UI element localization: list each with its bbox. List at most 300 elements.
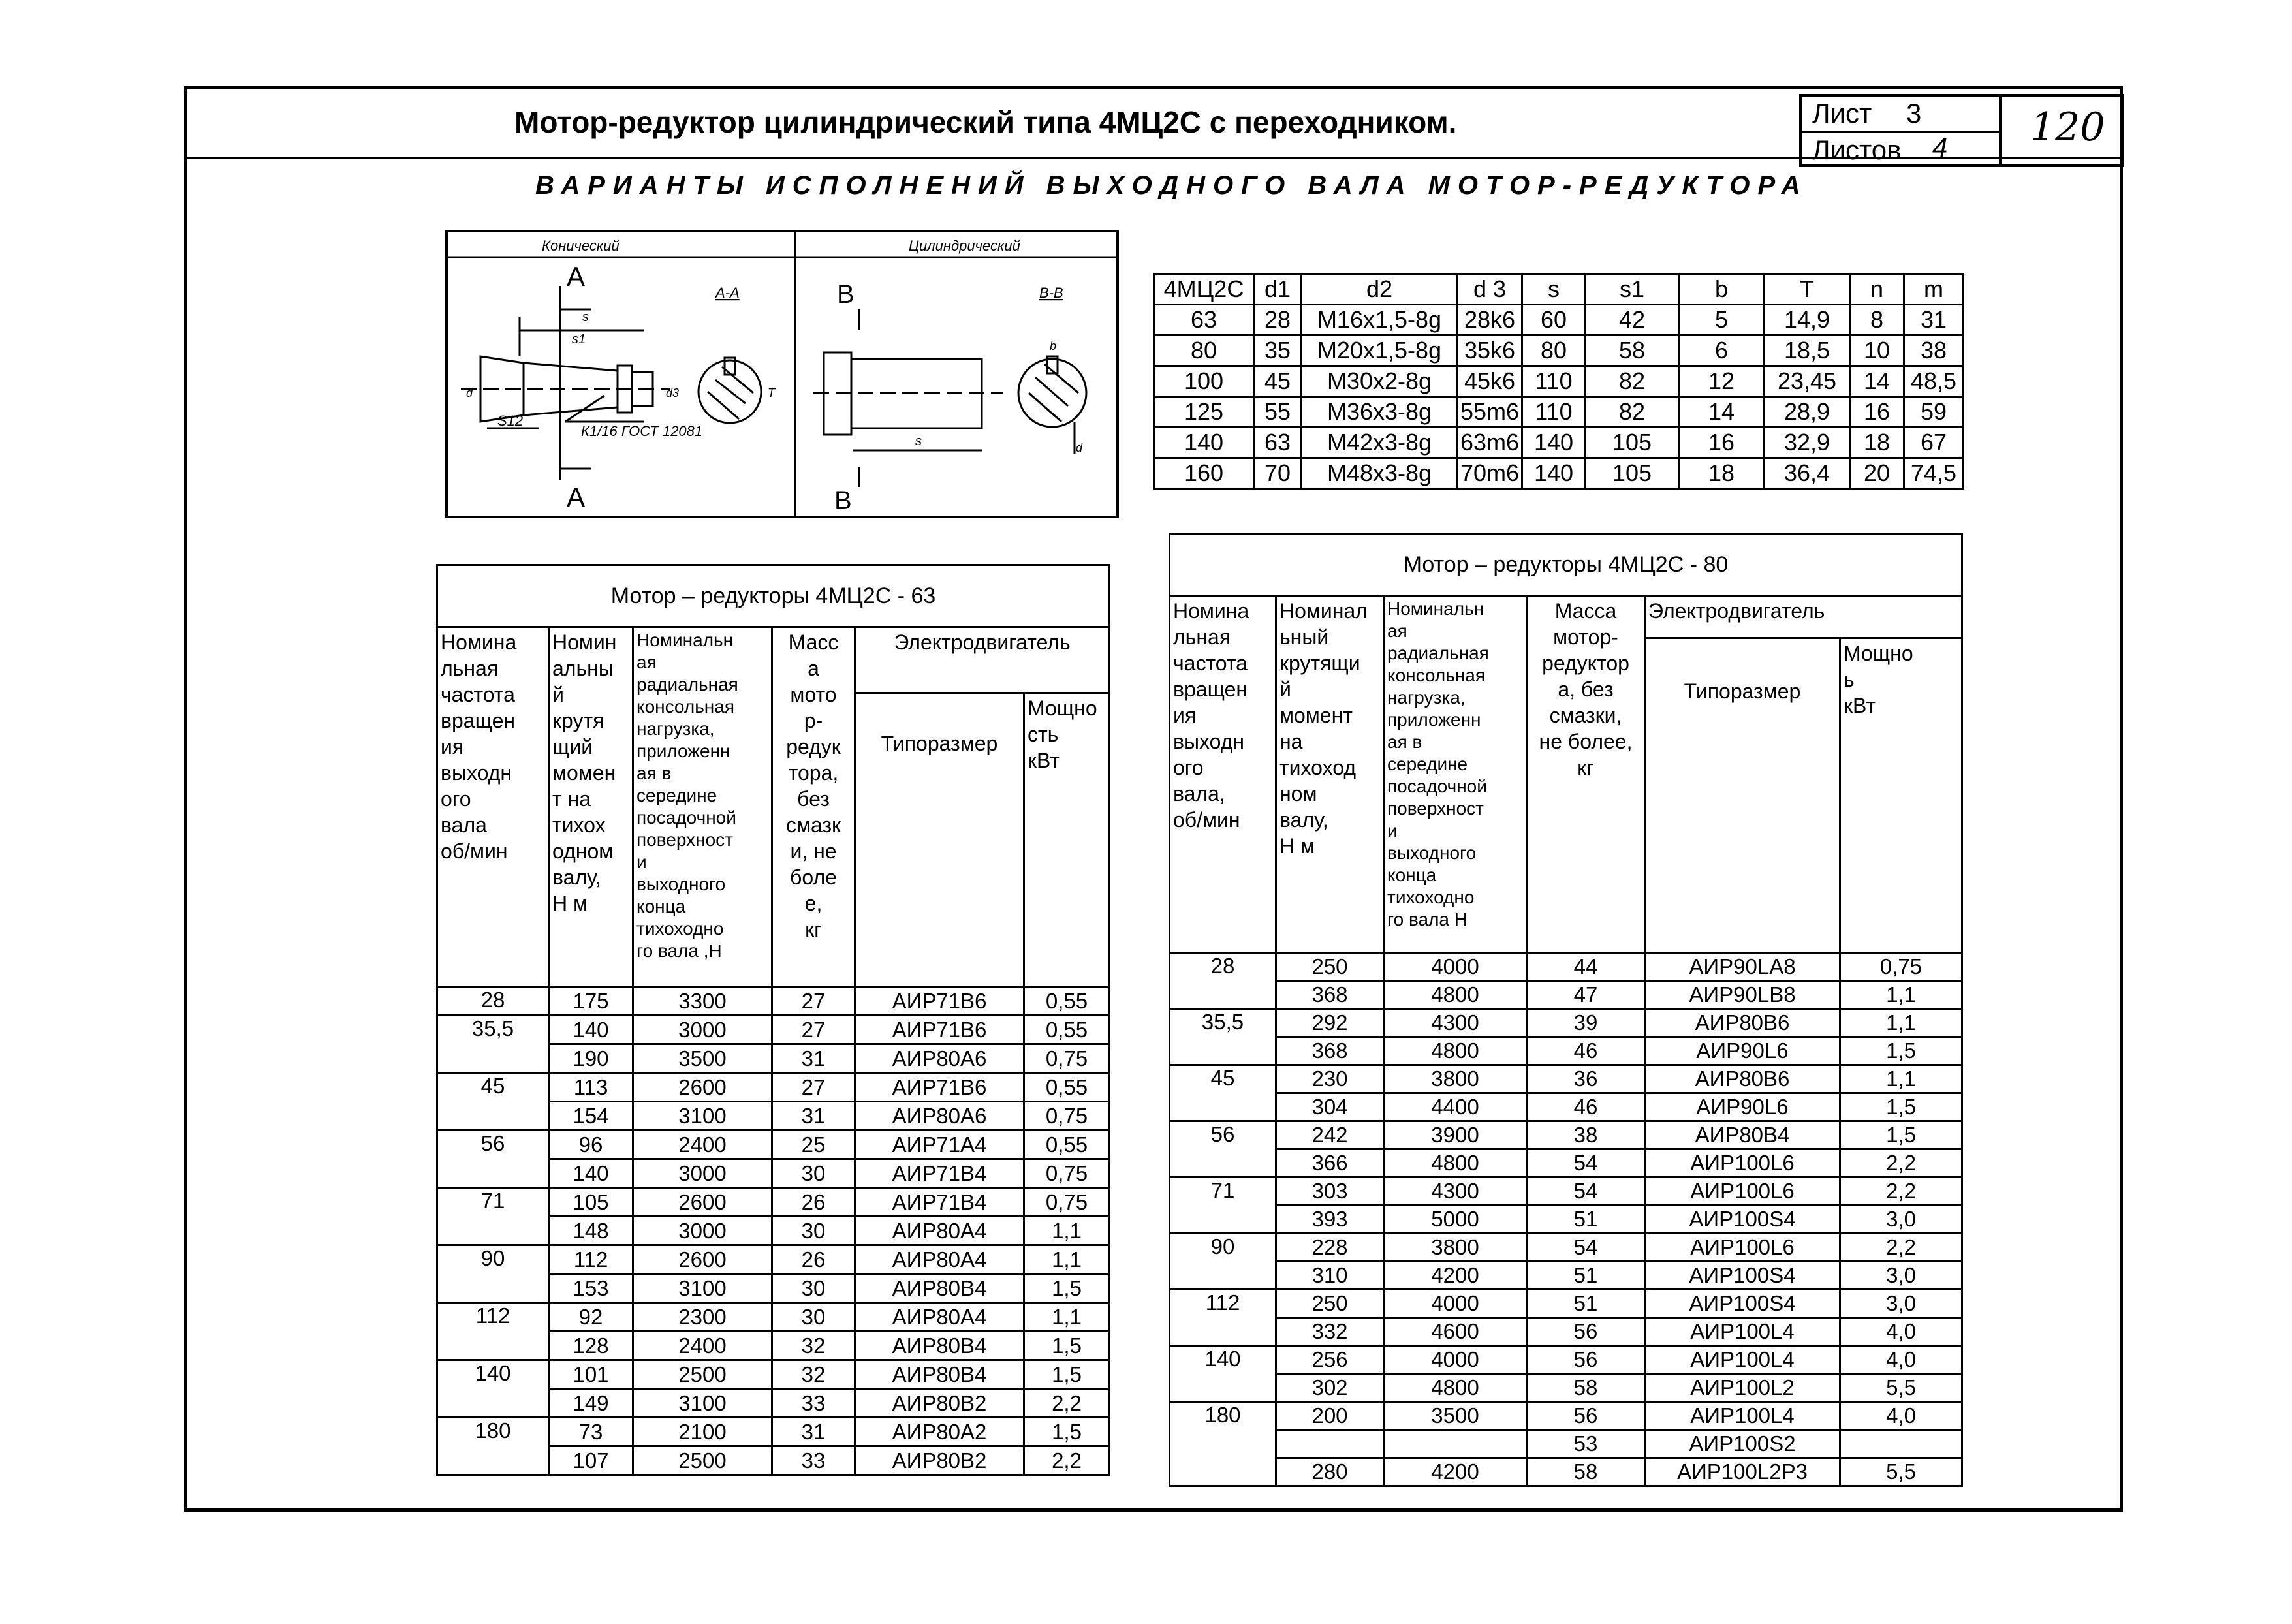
cell-mass: 51 [1527,1290,1645,1318]
cell-mass: 32 [772,1360,855,1389]
cell-type: АИР80В4 [855,1360,1024,1389]
table-row [1154,428,1964,458]
cell-torque: 280 [1276,1458,1384,1486]
col-header: m [1904,274,1964,305]
cyl-dim-s-label: s [915,434,922,448]
table-cell: 100 [1154,366,1254,397]
cell-load: 4800 [1384,1037,1527,1065]
table-cell: 110 [1522,397,1586,428]
cell-speed [1170,1262,1276,1290]
cell-load: 4000 [1384,1290,1527,1318]
cell-speed [1170,1037,1276,1065]
cell-speed: 56 [437,1131,549,1159]
dim-s12-label: S12 [497,413,524,429]
table-cell: 80 [1154,336,1254,366]
table-cell: 55 [1254,397,1302,428]
cell-mass: 54 [1527,1178,1645,1206]
cell-torque: 105 [549,1188,633,1217]
cell-mass: 54 [1527,1149,1645,1178]
table-cell: 36,4 [1765,458,1850,489]
cell-torque: 366 [1276,1149,1384,1178]
cell-torque: 304 [1276,1093,1384,1121]
cell-torque: 190 [549,1044,633,1073]
cell-power: 1,1 [1024,1217,1110,1245]
shaft-drawing [445,230,1119,518]
table-4mc2s-63 [436,564,1110,1476]
table-row [437,1131,1110,1159]
cell-load: 3000 [633,1217,772,1245]
cell-speed: 56 [1170,1121,1276,1149]
col-header-type: Типоразмер [1645,638,1840,953]
table-row [1154,305,1964,336]
cell-power: 4,0 [1840,1346,1962,1374]
cell-load: 2400 [633,1131,772,1159]
table-cell: 14 [1850,366,1904,397]
col-header: T [1765,274,1850,305]
table-cell: 70m6 [1458,458,1522,489]
cell-power: 5,5 [1840,1374,1962,1402]
col-header-motor: Электродвигатель [855,627,1110,693]
table-cell: 58 [1586,336,1679,366]
table-cell: 8 [1850,305,1904,336]
cell-power: 3,0 [1840,1262,1962,1290]
col-header-type: Типоразмер [855,693,1024,987]
table-row [437,1188,1110,1217]
cell-type: АИР80А4 [855,1217,1024,1245]
cell-speed [437,1274,549,1303]
table-cell: 18 [1679,458,1765,489]
cell-torque: 154 [549,1102,633,1131]
table-cell: 5 [1679,305,1765,336]
table-cell: 140 [1154,428,1254,458]
table-cell: 80 [1522,336,1586,366]
cell-mass: 32 [772,1332,855,1360]
col-header-mass: Масс а мото р- редук тора, без смазк и, не боле е, кг [772,627,855,987]
table-cell: 67 [1904,428,1964,458]
cell-speed [1170,981,1276,1009]
cell-type: АИР90L6 [1645,1037,1840,1065]
cell-power: 0,55 [1024,1016,1110,1044]
table-cell: 60 [1522,305,1586,336]
table-row [1170,1093,1962,1121]
cell-load: 2100 [633,1418,772,1446]
sheets-value: 4 [1932,132,1948,163]
cell-load: 3800 [1384,1065,1527,1093]
section-subtitle: ВАРИАНТЫ ИСПОЛНЕНИЙ ВЫХОДНОГО ВАЛА МОТОР-РЕДУКТОРА [535,171,1808,200]
cell-type: АИР100S2 [1645,1430,1840,1458]
col-header: s1 [1586,274,1679,305]
cell-power: 1,5 [1840,1121,1962,1149]
col-header-torque: Номинал ьный крутящи й момент на тихоход ном валу, Н м [1276,596,1384,953]
cell-load: 3100 [633,1389,772,1418]
col-header: d2 [1302,274,1458,305]
cell-power: 1,1 [1840,981,1962,1009]
cell-torque: 148 [549,1217,633,1245]
cell-speed [1170,1374,1276,1402]
cell-type: АИР100S4 [1645,1206,1840,1234]
cell-mass: 30 [772,1303,855,1332]
cell-load: 2500 [633,1360,772,1389]
table-cell: 20 [1850,458,1904,489]
table-cell: M30x2-8g [1302,366,1458,397]
cell-type: АИР90LB8 [1645,981,1840,1009]
table-row [1170,1262,1962,1290]
cylindrical-label: Цилиндрический [909,238,1020,254]
table-row [437,1102,1110,1131]
table-row [1170,1402,1962,1430]
cell-mass: 56 [1527,1318,1645,1346]
cell-mass: 26 [772,1188,855,1217]
cell-speed: 28 [1170,953,1276,981]
cell-torque: 140 [549,1159,633,1188]
conical-label: Конический [542,238,620,254]
cell-torque: 292 [1276,1009,1384,1037]
cell-load: 4300 [1384,1009,1527,1037]
cell-type: АИР100S4 [1645,1290,1840,1318]
table-row [437,1360,1110,1389]
table-cell: 125 [1154,397,1254,428]
table-row [1154,397,1964,428]
cell-torque: 107 [549,1446,633,1475]
cell-type: АИР100L6 [1645,1178,1840,1206]
cell-torque: 250 [1276,953,1384,981]
cell-speed [437,1044,549,1073]
table-row [1170,1458,1962,1486]
cell-speed: 140 [437,1360,549,1389]
table-row [1170,981,1962,1009]
cell-speed: 35,5 [1170,1009,1276,1037]
table-cell: 23,45 [1765,366,1850,397]
cell-mass: 26 [772,1245,855,1274]
table-row [437,1044,1110,1073]
table-cell: 32,9 [1765,428,1850,458]
table-row [1170,1430,1962,1458]
cell-power: 3,0 [1840,1206,1962,1234]
cell-type: АИР100L4 [1645,1346,1840,1374]
cell-power: 0,55 [1024,1073,1110,1102]
cell-type: АИР100S4 [1645,1262,1840,1290]
dim-d3-label: d3 [666,386,680,399]
cell-mass: 46 [1527,1037,1645,1065]
table-row [437,1217,1110,1245]
cell-torque: 149 [549,1389,633,1418]
table-cell: 42 [1586,305,1679,336]
col-header: 4МЦ2С [1154,274,1254,305]
cell-speed [437,1217,549,1245]
cell-speed: 180 [1170,1402,1276,1430]
cell-power: 2,2 [1840,1149,1962,1178]
cell-speed [437,1102,549,1131]
col-header: s [1522,274,1586,305]
table-row [437,1159,1110,1188]
cell-power: 0,75 [1024,1102,1110,1131]
cell-load: 2300 [633,1303,772,1332]
cell-torque: 310 [1276,1262,1384,1290]
table-cell: 82 [1586,366,1679,397]
cell-torque: 303 [1276,1178,1384,1206]
cell-load: 3100 [633,1274,772,1303]
cell-load: 2600 [633,1188,772,1217]
cell-speed: 71 [1170,1178,1276,1206]
table-cell: M36x3-8g [1302,397,1458,428]
cell-speed: 112 [1170,1290,1276,1318]
table-row [1170,1374,1962,1402]
sheets-label: Листов [1812,134,1902,165]
table-cell: 35 [1254,336,1302,366]
cell-load: 2600 [633,1245,772,1274]
cell-mass: 31 [772,1102,855,1131]
cell-type: АИР80В2 [855,1389,1024,1418]
cell-load: 4200 [1384,1262,1527,1290]
cell-type: АИР80А4 [855,1303,1024,1332]
table-row [1154,336,1964,366]
cell-speed: 45 [437,1073,549,1102]
cell-speed: 28 [437,987,549,1016]
table-row [1170,1234,1962,1262]
cell-speed: 35,5 [437,1016,549,1044]
table-cell: 10 [1850,336,1904,366]
cell-power: 1,5 [1024,1274,1110,1303]
cell-power: 1,1 [1024,1245,1110,1274]
table-row [437,1418,1110,1446]
table-cell: 6 [1679,336,1765,366]
cell-load: 4400 [1384,1093,1527,1121]
cell-mass: 46 [1527,1093,1645,1121]
table-cell: 160 [1154,458,1254,489]
cell-torque: 230 [1276,1065,1384,1093]
cell-speed [437,1389,549,1418]
table-caption: Мотор – редукторы 4МЦ2С - 80 [1170,534,1962,596]
cell-load: 3800 [1384,1234,1527,1262]
cell-power: 1,5 [1840,1037,1962,1065]
table-row [437,987,1110,1016]
table-cell: M48x3-8g [1302,458,1458,489]
cell-type: АИР71В6 [855,987,1024,1016]
cell-load: 4800 [1384,981,1527,1009]
cell-type: АИР80А6 [855,1102,1024,1131]
cell-mass: 51 [1527,1262,1645,1290]
table-row [1170,1009,1962,1037]
table-cell: 35k6 [1458,336,1522,366]
col-header-power: Мощно сть кВт [1024,693,1110,987]
cell-type: АИР100L4 [1645,1318,1840,1346]
cell-type: АИР71В4 [855,1159,1024,1188]
cell-load: 4300 [1384,1178,1527,1206]
cell-mass: 27 [772,1016,855,1044]
table-cell: 105 [1586,428,1679,458]
cell-mass: 58 [1527,1458,1645,1486]
col-header-mass: Масса мотор- редуктор а, без смазки, не более, кг [1527,596,1645,953]
cell-type: АИР80В4 [1645,1121,1840,1149]
cell-power: 2,2 [1024,1389,1110,1418]
table-row [1170,1290,1962,1318]
table-cell: 31 [1904,305,1964,336]
cell-power: 0,75 [1024,1188,1110,1217]
cell-power: 3,0 [1840,1290,1962,1318]
col-header-speed: Номина льная частота вращен ия выходн ого вала, об/мин [1170,596,1276,953]
cell-power: 0,75 [1024,1159,1110,1188]
table-cell: 63 [1154,305,1254,336]
cell-mass: 56 [1527,1346,1645,1374]
cell-type: АИР100L6 [1645,1149,1840,1178]
cell-speed: 180 [437,1418,549,1446]
cell-type: АИР71В4 [855,1188,1024,1217]
section-a-title: А-А [715,285,740,301]
cell-torque: 101 [549,1360,633,1389]
cell-torque: 113 [549,1073,633,1102]
cell-power: 1,1 [1024,1303,1110,1332]
cell-type: АИР71В6 [855,1073,1024,1102]
table-row [1154,458,1964,489]
cell-power: 0,75 [1024,1044,1110,1073]
cell-torque: 250 [1276,1290,1384,1318]
dim-d-label: d [466,386,473,399]
table-row [1170,1037,1962,1065]
cell-type: АИР80В6 [1645,1009,1840,1037]
cell-mass: 27 [772,987,855,1016]
cell-mass: 39 [1527,1009,1645,1037]
cell-speed [1170,1206,1276,1234]
col-header-torque: Номин альны й крутя щий момен т на тихох одном валу, Н м [549,627,633,987]
col-header: n [1850,274,1904,305]
cyl-dim-b-label: b [1050,339,1057,352]
cell-torque: 332 [1276,1318,1384,1346]
cell-mass: 53 [1527,1430,1645,1458]
table-cell: 45 [1254,366,1302,397]
table-row [437,1303,1110,1332]
cell-torque: 200 [1276,1402,1384,1430]
table-cell: 110 [1522,366,1586,397]
cell-speed: 71 [437,1188,549,1217]
table-cell: 82 [1586,397,1679,428]
cell-torque: 368 [1276,1037,1384,1065]
col-header-load: Номинальн ая радиальная консольная нагрузка, приложенн ая в середине посадочной поверхност и выходного конца тихоходно го вала ,Н [633,627,772,987]
cell-type: АИР71В6 [855,1016,1024,1044]
table-header-row [1154,274,1964,305]
cell-speed [437,1446,549,1475]
col-header-motor: Электродвигатель [1645,596,1962,638]
col-header-load: Номинальн ая радиальная консольная нагрузка, приложенн ая в середине посадочной поверхност и выходного конца тихоходно го вала Н [1384,596,1527,953]
cell-type: АИР80А4 [855,1245,1024,1274]
cell-mass: 36 [1527,1065,1645,1093]
conical-shaft [461,286,761,480]
cell-type: АИР100L2 [1645,1374,1840,1402]
cell-mass: 51 [1527,1206,1645,1234]
cell-load: 2600 [633,1073,772,1102]
cell-speed [437,1332,549,1360]
cell-torque: 302 [1276,1374,1384,1402]
dimensions-table [1153,273,1964,490]
cell-torque: 140 [549,1016,633,1044]
cell-torque: 242 [1276,1121,1384,1149]
cell-speed [1170,1318,1276,1346]
table-cell: 140 [1522,458,1586,489]
table-row [1170,1206,1962,1234]
cell-mass: 47 [1527,981,1645,1009]
table-cell: 16 [1679,428,1765,458]
col-header-power: Мощно ь кВт [1840,638,1962,953]
cell-speed: 90 [437,1245,549,1274]
table-cell: 59 [1904,397,1964,428]
cell-power: 2,2 [1840,1178,1962,1206]
cell-torque: 153 [549,1274,633,1303]
cell-power: 5,5 [1840,1458,1962,1486]
section-b-bottom: B [834,486,852,515]
cell-torque [1276,1430,1384,1458]
table-cell: 140 [1522,428,1586,458]
table-row [1170,1065,1962,1093]
shaft-drawing-svg [448,232,1116,516]
cell-load: 4000 [1384,1346,1527,1374]
cell-type: АИР80В4 [855,1332,1024,1360]
cell-load: 4600 [1384,1318,1527,1346]
cell-type: АИР80В6 [1645,1065,1840,1093]
cell-speed [1170,1458,1276,1486]
cell-power: 2,2 [1840,1234,1962,1262]
table-row [437,1016,1110,1044]
table-cell: 38 [1904,336,1964,366]
table-cell: 28k6 [1458,305,1522,336]
section-b-title: В-В [1039,285,1063,301]
cell-load: 3000 [633,1159,772,1188]
cell-mass: 38 [1527,1121,1645,1149]
cell-torque: 368 [1276,981,1384,1009]
cell-mass: 31 [772,1418,855,1446]
cell-mass: 56 [1527,1402,1645,1430]
table-row [1170,1121,1962,1149]
table-cell: 63m6 [1458,428,1522,458]
dim-s1-label: s1 [572,332,586,347]
cell-type: АИР80В2 [855,1446,1024,1475]
cell-power: 4,0 [1840,1318,1962,1346]
cell-type: АИР71А4 [855,1131,1024,1159]
cell-torque: 73 [549,1418,633,1446]
cell-mass: 54 [1527,1234,1645,1262]
cell-mass: 44 [1527,953,1645,981]
cell-type: АИР90L6 [1645,1093,1840,1121]
cell-power: 1,5 [1840,1093,1962,1121]
cell-load: 4800 [1384,1374,1527,1402]
table-row [1170,1346,1962,1374]
cell-type: АИР90LA8 [1645,953,1840,981]
cell-speed: 45 [1170,1065,1276,1093]
cell-torque: 393 [1276,1206,1384,1234]
cell-speed [437,1159,549,1188]
table-cell: 70 [1254,458,1302,489]
cell-load: 3500 [1384,1402,1527,1430]
table-cell: 28 [1254,305,1302,336]
table-cell: M20x1,5-8g [1302,336,1458,366]
cell-load: 4000 [1384,953,1527,981]
cell-power: 0,55 [1024,987,1110,1016]
cell-load: 2500 [633,1446,772,1475]
cell-speed [1170,1149,1276,1178]
table-cell: 45k6 [1458,366,1522,397]
cell-power: 1,1 [1840,1009,1962,1037]
table-cell: 18,5 [1765,336,1850,366]
cell-load: 3000 [633,1016,772,1044]
cell-power: 0,75 [1840,953,1962,981]
dim-s-label: s [582,310,589,324]
table-cell: 74,5 [1904,458,1964,489]
col-header: d1 [1254,274,1302,305]
table-row [1170,1149,1962,1178]
table-cell: 63 [1254,428,1302,458]
thread-note: К1/16 ГОСТ 12081 [581,423,703,439]
cell-mass: 31 [772,1044,855,1073]
dim-t-label: T [768,386,775,399]
cell-load: 2400 [633,1332,772,1360]
